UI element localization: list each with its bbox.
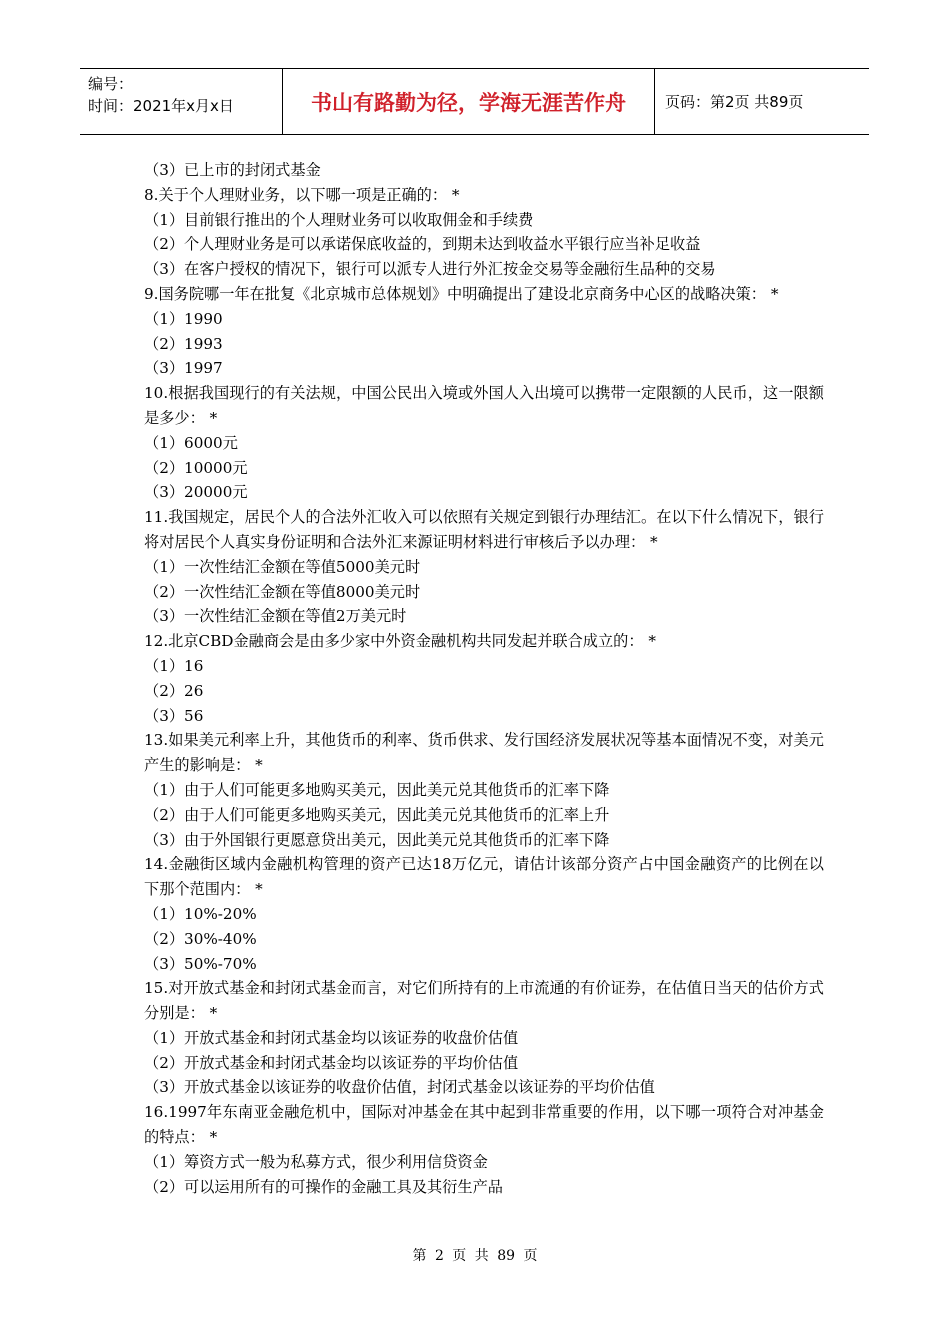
header-meta: [80, 69, 283, 134]
page-header: [80, 68, 869, 135]
option-line: （3）一次性结汇金额在等值2万美元时: [144, 607, 407, 626]
option-line: （2）10000元: [144, 458, 248, 477]
option-line: （1）1990: [144, 309, 223, 328]
question-line: 14.金融街区域内金融机构管理的资产已达18万亿元，请估计该部分资产占中国金融资产的比例在以下那个范围内： *: [144, 855, 824, 899]
option-line: （1）10%-20%: [144, 904, 257, 923]
option-line: （3）在客户授权的情况下，银行可以派专人进行外汇按金交易等金融衍生品种的交易: [144, 260, 716, 279]
option-line: （2）1993: [144, 334, 223, 353]
document-body: [144, 158, 824, 1199]
option-line: （2）26: [144, 681, 204, 700]
option-line: （3）已上市的封闭式基金: [144, 161, 321, 179]
option-line: （3）20000元: [144, 483, 248, 502]
document-date: 时间：2021年x月x日: [88, 97, 234, 115]
document-number: 编号：: [88, 75, 134, 93]
page-footer: 第 2 页 共 89 页: [412, 1248, 538, 1264]
option-line: （1）一次性结汇金额在等值5000美元时: [144, 557, 421, 576]
option-line: （2）个人理财业务是可以承诺保底收益的，到期未达到收益水平银行应当补足收益: [144, 235, 701, 254]
question-line: 11.我国规定，居民个人的合法外汇收入可以依照有关规定到银行办理结汇。在以下什么情况下，银行将对居民个人真实身份证明和合法外汇来源证明材料进行审核后予以办理： *: [144, 508, 824, 551]
option-line: （1）16: [144, 656, 204, 675]
question-line: 10.根据我国现行的有关法规，中国公民出入境或外国人入出境可以携带一定限额的人民币，这一限额是多少： *: [144, 384, 824, 427]
question-line: 12.北京CBD金融商会是由多少家中外资金融机构共同发起并联合成立的： *: [144, 632, 656, 651]
option-line: （2）由于人们可能更多地购买美元，因此美元兑其他货币的汇率上升: [144, 805, 610, 824]
option-line: （3）由于外国银行更愿意贷出美元，因此美元兑其他货币的汇率下降: [144, 830, 610, 849]
header-page-info: 页码：第2页 共89页: [665, 93, 804, 111]
option-line: （1）筹资方式一般为私募方式，很少利用信贷资金: [144, 1152, 488, 1171]
option-line: （3）56: [144, 706, 204, 725]
option-line: （1）开放式基金和封闭式基金均以该证券的收盘价估值: [144, 1028, 519, 1047]
option-line: （2）30%-40%: [144, 929, 257, 948]
option-line: （1）由于人们可能更多地购买美元，因此美元兑其他货币的汇率下降: [144, 780, 610, 799]
option-line: （3）开放式基金以该证券的收盘价估值，封闭式基金以该证券的平均价估值: [144, 1078, 655, 1097]
question-line: 8.关于个人理财业务，以下哪一项是正确的： *: [144, 185, 460, 204]
option-line: （3）50%-70%: [144, 954, 257, 973]
question-line: 15.对开放式基金和封闭式基金而言，对它们所持有的上市流通的有价证券，在估值日当天的估价方式分别是： *: [144, 979, 824, 1023]
option-line: （1）目前银行推出的个人理财业务可以收取佣金和手续费: [144, 210, 534, 229]
question-line: 16.1997年东南亚金融危机中，国际对冲基金在其中起到非常重要的作用，以下哪一项符合对冲基金的特点： *: [144, 1103, 824, 1147]
option-line: （1）6000元: [144, 433, 238, 452]
header-motto: 书山有路勤为径，学海无涯苦作舟: [283, 69, 655, 134]
option-line: （3）1997: [144, 359, 223, 378]
question-line: 9.国务院哪一年在批复《北京城市总体规划》中明确提出了建设北京商务中心区的战略决策： *: [144, 284, 779, 303]
option-line: （2）开放式基金和封闭式基金均以该证券的平均价估值: [144, 1053, 519, 1072]
option-line: （2）可以运用所有的可操作的金融工具及其衍生产品: [144, 1177, 503, 1196]
option-line: （2）一次性结汇金额在等值8000美元时: [144, 582, 421, 601]
question-line: 13.如果美元利率上升，其他货币的利率、货币供求、发行国经济发展状况等基本面情况不变，对美元产生的影响是： *: [144, 731, 824, 775]
